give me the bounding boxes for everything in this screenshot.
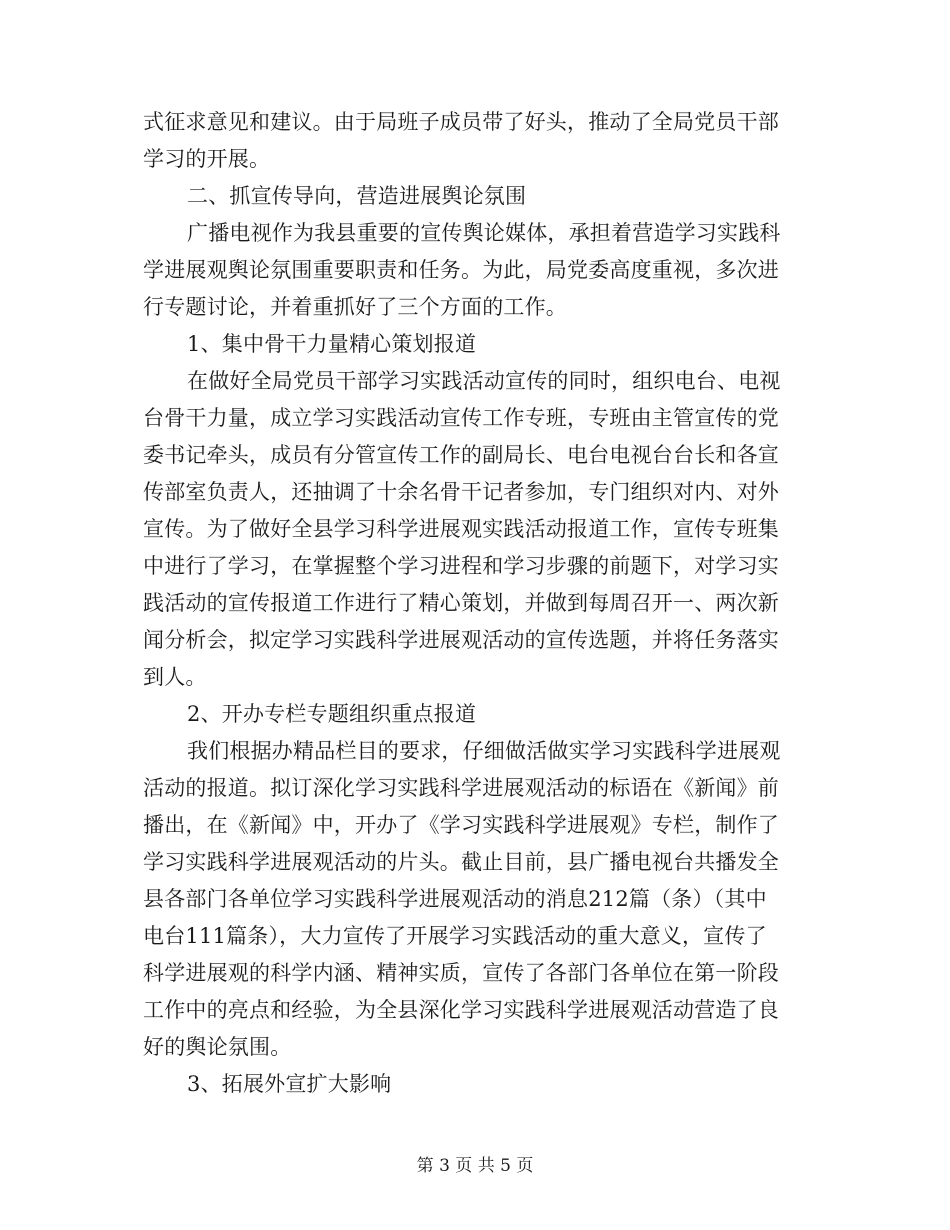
text-line: 好的舆论氛围。 [143, 1035, 292, 1059]
text-line: 播出，在《新闻》中，开办了《学习实践科学进展观》专栏，制作了 [143, 813, 779, 837]
text-line: 委书记牵头，成员有分管宣传工作的副局长、电台电视台台长和各宣 [143, 443, 779, 467]
text-line: 县各部门各单位学习实践科学进展观活动的消息212篇（条）（其中 [143, 887, 767, 911]
text-line: 行专题讨论，并着重抓好了三个方面的工作。 [143, 295, 567, 319]
text-line: 广播电视作为我县重要的宣传舆论媒体，承担着营造学习实践科 [187, 221, 781, 245]
subsection-heading: 3、拓展外宣扩大影响 [187, 1072, 392, 1096]
text-line: 活动的报道。拟订深化学习实践科学进展观活动的标语在《新闻》前 [143, 776, 779, 800]
section-heading: 二、抓宣传导向，营造进展舆论氛围 [187, 184, 527, 208]
text-line: 我们根据办精品栏目的要求，仔细做活做实学习实践科学进展观 [187, 739, 781, 763]
subsection-heading: 2、开办专栏专题组织重点报道 [187, 702, 477, 726]
text-line: 科学进展观的科学内涵、精神实质，宣传了各部门各单位在第一阶段 [143, 961, 779, 985]
text-line: 式征求意见和建议。由于局班子成员带了好头，推动了全局党员干部 [143, 110, 779, 134]
text-line: 传部室负责人，还抽调了十余名骨干记者参加，专门组织对内、对外 [143, 480, 779, 504]
text-line: 闻分析会，拟定学习实践科学进展观活动的宣传选题，并将任务落实 [143, 628, 779, 652]
text-line: 践活动的宣传报道工作进行了精心策划，并做到每周召开一、两次新 [143, 591, 779, 615]
text-line: 在做好全局党员干部学习实践活动宣传的同时，组织电台、电视 [187, 369, 781, 393]
text-line: 宣传。为了做好全县学习科学进展观实践活动报道工作，宣传专班集 [143, 517, 779, 541]
text-line: 学习的开展。 [143, 147, 271, 171]
text-line: 中进行了学习，在掌握整个学习进程和学习步骤的前题下，对学习实 [143, 554, 779, 578]
text-line: 台骨干力量，成立学习实践活动宣传工作专班，专班由主管宣传的党 [143, 406, 779, 430]
text-line: 电台111篇条），大力宣传了开展学习实践活动的重大意义，宣传了 [143, 924, 767, 948]
text-line: 到人。 [143, 665, 207, 689]
text-line: 工作中的亮点和经验，为全县深化学习实践科学进展观活动营造了良 [143, 998, 779, 1022]
page-number: 第 3 页 共 5 页 [416, 1156, 534, 1176]
text-line: 学习实践科学进展观活动的片头。截止目前，县广播电视台共播发全 [143, 850, 779, 874]
subsection-heading: 1、集中骨干力量精心策划报道 [187, 332, 477, 356]
document-body [143, 104, 815, 1103]
text-line: 学进展观舆论氛围重要职责和任务。为此，局党委高度重视，多次进 [143, 258, 779, 282]
